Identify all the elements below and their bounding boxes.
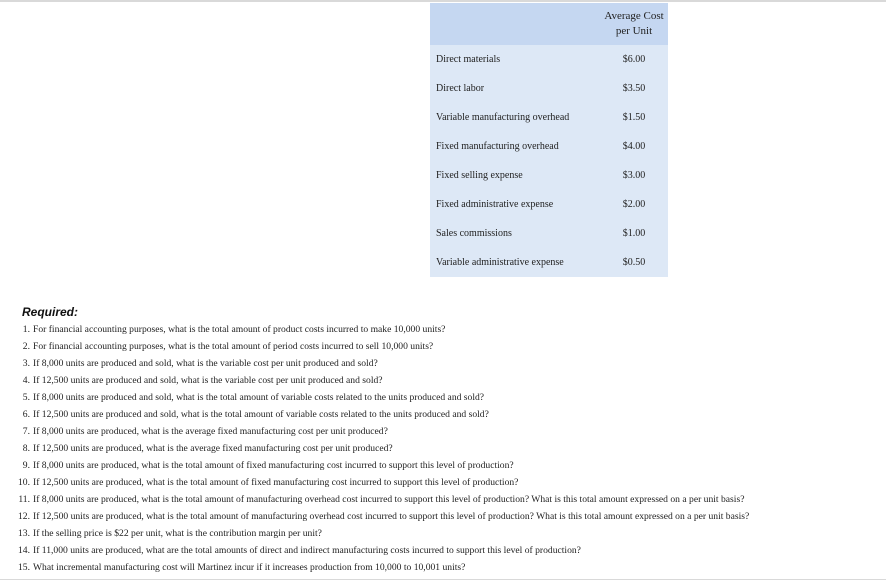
row-value: $3.00 xyxy=(622,170,646,181)
list-item xyxy=(0,525,749,542)
table-row xyxy=(430,132,668,161)
question-text: If 8,000 units are produced, what is the average fixed manufacturing cost per unit produced? xyxy=(33,426,388,437)
question-text: If 12,500 units are produced and sold, what is the total amount of variable costs related to the units produced and sold? xyxy=(33,409,489,420)
question-number: 6. xyxy=(22,409,30,420)
row-label: Sales commissions xyxy=(436,228,512,239)
question-number: 12. xyxy=(18,511,30,522)
list-item xyxy=(0,508,749,525)
questions-list xyxy=(0,321,749,576)
cost-table-header-average-cost: Average Cost per Unit xyxy=(600,3,668,45)
list-item xyxy=(0,321,749,338)
question-text: If 8,000 units are produced and sold, what is the total amount of variable costs related to the units produced and sold? xyxy=(33,392,485,403)
question-number: 2. xyxy=(22,341,30,352)
list-item xyxy=(0,457,749,474)
list-item xyxy=(0,542,749,559)
question-number: 14. xyxy=(18,545,30,556)
question-number: 8. xyxy=(22,443,30,454)
list-item xyxy=(0,389,749,406)
row-label: Fixed administrative expense xyxy=(436,199,554,210)
question-number: 3. xyxy=(22,358,30,369)
question-text: If 12,500 units are produced, what is the total amount of fixed manufacturing cost incurred to support this level of production? xyxy=(33,477,519,488)
list-item xyxy=(0,406,749,423)
row-label: Direct labor xyxy=(436,83,485,94)
table-row xyxy=(430,45,668,74)
question-number: 9. xyxy=(22,460,30,471)
cost-table-header-blank xyxy=(430,3,600,45)
question-number: 7. xyxy=(22,426,30,437)
row-value: $0.50 xyxy=(622,257,646,268)
top-divider xyxy=(0,0,886,2)
question-text: If 12,500 units are produced, what is the total amount of manufacturing overhead cost incurred to support this level of production? What is this total amount expressed on a per unit basis? xyxy=(33,511,750,522)
list-item xyxy=(0,474,749,491)
row-label: Fixed manufacturing overhead xyxy=(436,141,559,152)
question-text: If 12,500 units are produced and sold, what is the variable cost per unit produced and sold? xyxy=(33,375,383,386)
row-label: Direct materials xyxy=(436,54,501,65)
row-value: $1.50 xyxy=(622,112,646,123)
list-item xyxy=(0,559,749,576)
question-text: If 12,500 units are produced, what is the average fixed manufacturing cost per unit produced? xyxy=(33,443,393,454)
question-number: 15. xyxy=(18,562,30,573)
question-number: 10. xyxy=(18,477,30,488)
list-item xyxy=(0,338,749,355)
question-text: If 11,000 units are produced, what are the total amounts of direct and indirect manufacturing costs incurred to support this level of production? xyxy=(33,545,581,556)
bottom-divider xyxy=(0,579,886,580)
question-text: If 8,000 units are produced, what is the total amount of fixed manufacturing cost incurred to support this level of production? xyxy=(33,460,514,471)
list-item xyxy=(0,440,749,457)
question-number: 13. xyxy=(18,528,30,539)
question-text: For financial accounting purposes, what is the total amount of period costs incurred to sell 10,000 units? xyxy=(33,341,434,352)
list-item xyxy=(0,491,749,508)
list-item xyxy=(0,372,749,389)
question-text: If the selling price is $22 per unit, what is the contribution margin per unit? xyxy=(33,528,322,539)
row-label: Variable manufacturing overhead xyxy=(436,112,570,123)
cost-table xyxy=(430,3,668,277)
row-value: $6.00 xyxy=(622,54,646,65)
table-row xyxy=(430,219,668,248)
row-value: $3.50 xyxy=(622,83,646,94)
table-row xyxy=(430,161,668,190)
question-number: 1. xyxy=(22,324,30,335)
question-text: For financial accounting purposes, what is the total amount of product costs incurred to make 10,000 units? xyxy=(33,324,446,335)
table-row xyxy=(430,248,668,277)
row-label: Fixed selling expense xyxy=(436,170,523,181)
question-text: What incremental manufacturing cost will Martinez incur if it increases production from 10,000 to 10,001 units? xyxy=(33,562,466,573)
table-row xyxy=(430,74,668,103)
required-heading: Required: xyxy=(22,305,79,319)
row-label: Variable administrative expense xyxy=(436,257,564,268)
question-number: 4. xyxy=(22,375,30,386)
row-value: $4.00 xyxy=(622,141,646,152)
row-value: $2.00 xyxy=(622,199,646,210)
table-row xyxy=(430,190,668,219)
question-text: If 8,000 units are produced, what is the total amount of manufacturing overhead cost incurred to support this level of production? What is this total amount expressed on a per unit basis? xyxy=(33,494,745,505)
row-value: $1.00 xyxy=(622,228,646,239)
list-item xyxy=(0,423,749,440)
table-row xyxy=(430,103,668,132)
list-item xyxy=(0,355,749,372)
question-number: 5. xyxy=(22,392,30,403)
question-text: If 8,000 units are produced and sold, what is the variable cost per unit produced and sold? xyxy=(33,358,378,369)
question-number: 11. xyxy=(18,494,30,505)
cost-table-header-row xyxy=(430,3,668,45)
